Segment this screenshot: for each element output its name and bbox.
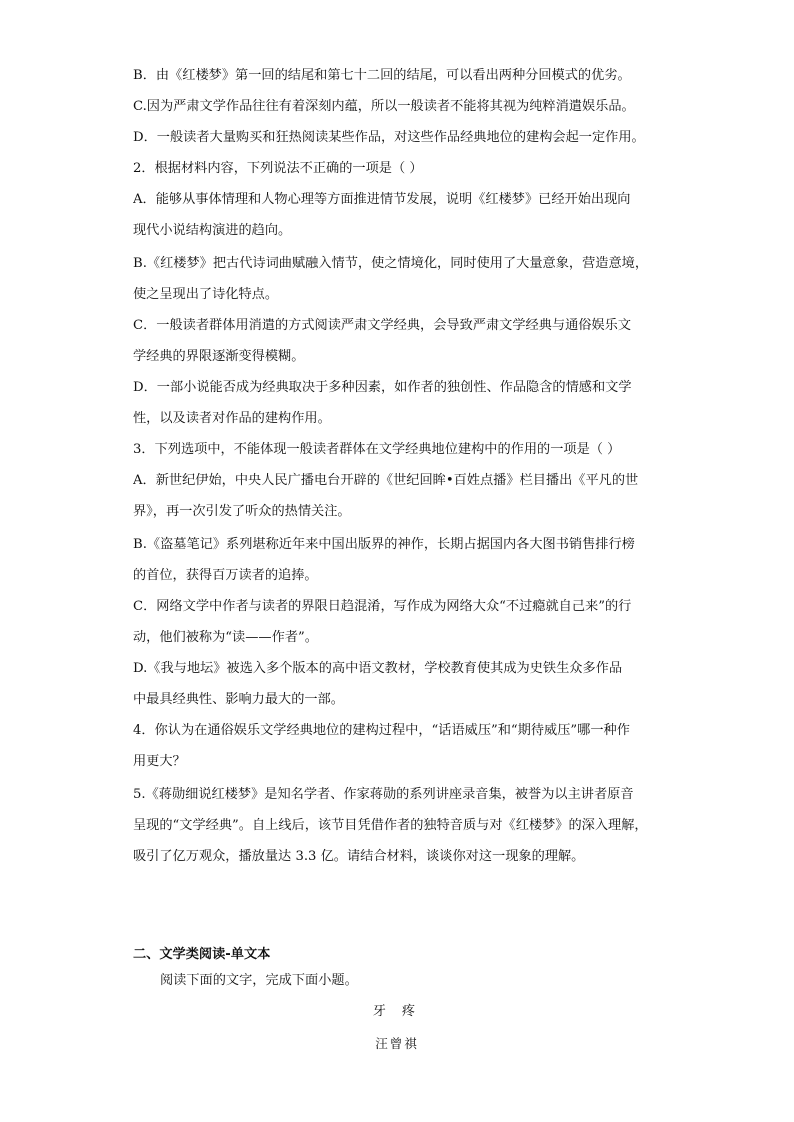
- q3-option-d-line1: D.《我与地坛》被选入多个版本的高中语文教材，学校教育使其成为史铁生众多作品: [133, 661, 623, 676]
- q3-option-c-line2: 动，他们被称为“读——作者”。: [133, 630, 318, 645]
- question-5-line3: 吸引了亿万观众，播放量达 3.3 亿。请结合材料，谈谈你对这一现象的理解。: [133, 849, 585, 864]
- q2-option-c-line1: C．一般读者群体用消遣的方式阅读严肃文学经典，会导致严肃文学经典与通俗娱乐文: [133, 318, 632, 333]
- question-5-line1: 5.《蒋勋细说红楼梦》是知名学者、作家蒋勋的系列讲座录音集，被誉为以主讲者原音: [133, 787, 634, 802]
- article-title: 牙 疼: [372, 1004, 422, 1019]
- q3-option-a-line1: A．新世纪伊始，中央人民广播电台开辟的《世纪回眸•百姓点播》栏目播出《平凡的世: [133, 473, 639, 488]
- q2-option-c-line2: 学经典的界限逐渐变得模糊。: [133, 349, 305, 364]
- question-5-line2: 呈现的“文学经典”。自上线后，该节目凭借作者的独特音质与对《红楼梦》的深入理解，: [133, 818, 648, 833]
- q3-option-b-line1: B.《盗墓笔记》系列堪称近年来中国出版界的神作，长期占据国内各大图书销售排行榜: [133, 537, 635, 552]
- question-3: 3．下列选项中，不能体现一般读者群体在文学经典地位建构中的作用的一项是（ ）: [133, 442, 621, 457]
- question-4-line1: 4．你认为在通俗娱乐文学经典地位的建构过程中，“话语威压”和“期待威压”哪一种作: [133, 723, 630, 738]
- option-b-line: B．由《红楼梦》第一回的结尾和第七十二回的结尾，可以看出两种分回模式的优劣。: [133, 68, 631, 83]
- q2-option-b-line1: B.《红楼梦》把古代诗词曲赋融入情节，使之情境化，同时使用了大量意象，营造意境，: [133, 256, 649, 271]
- q2-option-a-line2: 现代小说结构演进的趋向。: [133, 223, 292, 238]
- q2-option-d-line1: D．一部小说能否成为经典取决于多种因素，如作者的独创性、作品隐含的情感和文学: [133, 380, 632, 395]
- q2-option-b-line2: 使之呈现出了诗化特点。: [133, 287, 279, 302]
- q2-option-a-line1: A．能够从事体情理和人物心理等方面推进情节发展，说明《红楼梦》已经开始出现向: [133, 192, 631, 207]
- option-c-line: C.因为严肃文学作品往往有着深刻内蕴，所以一般读者不能将其视为纯粹消遣娱乐品。: [133, 99, 635, 114]
- q3-option-a-line2: 界》，再一次引发了听众的热情关注。: [133, 504, 351, 519]
- question-4-line2: 用更大？: [133, 754, 186, 769]
- question-2: 2．根据材料内容，下列说法不正确的一项是（ ）: [133, 161, 423, 176]
- option-d-line: D．一般读者大量购买和狂热阅读某些作品，对这些作品经典地位的建构会起一定作用。: [133, 130, 645, 145]
- q2-option-d-line2: 性，以及读者对作品的建构作用。: [133, 411, 331, 426]
- q3-option-d-line2: 中最具经典性、影响力最大的一部。: [133, 692, 344, 707]
- section-heading: 二、文学类阅读-单文本: [133, 947, 271, 962]
- article-author: 汪曾祺: [375, 1036, 419, 1051]
- q3-option-b-line2: 的首位，获得百万读者的追捧。: [133, 568, 318, 583]
- section-instruction: 阅读下面的文字，完成下面小题。: [160, 973, 358, 988]
- q3-option-c-line1: C．网络文学中作者与读者的界限日趋混淆，写作成为网络大众“不过瘾就自己来”的行: [133, 599, 632, 614]
